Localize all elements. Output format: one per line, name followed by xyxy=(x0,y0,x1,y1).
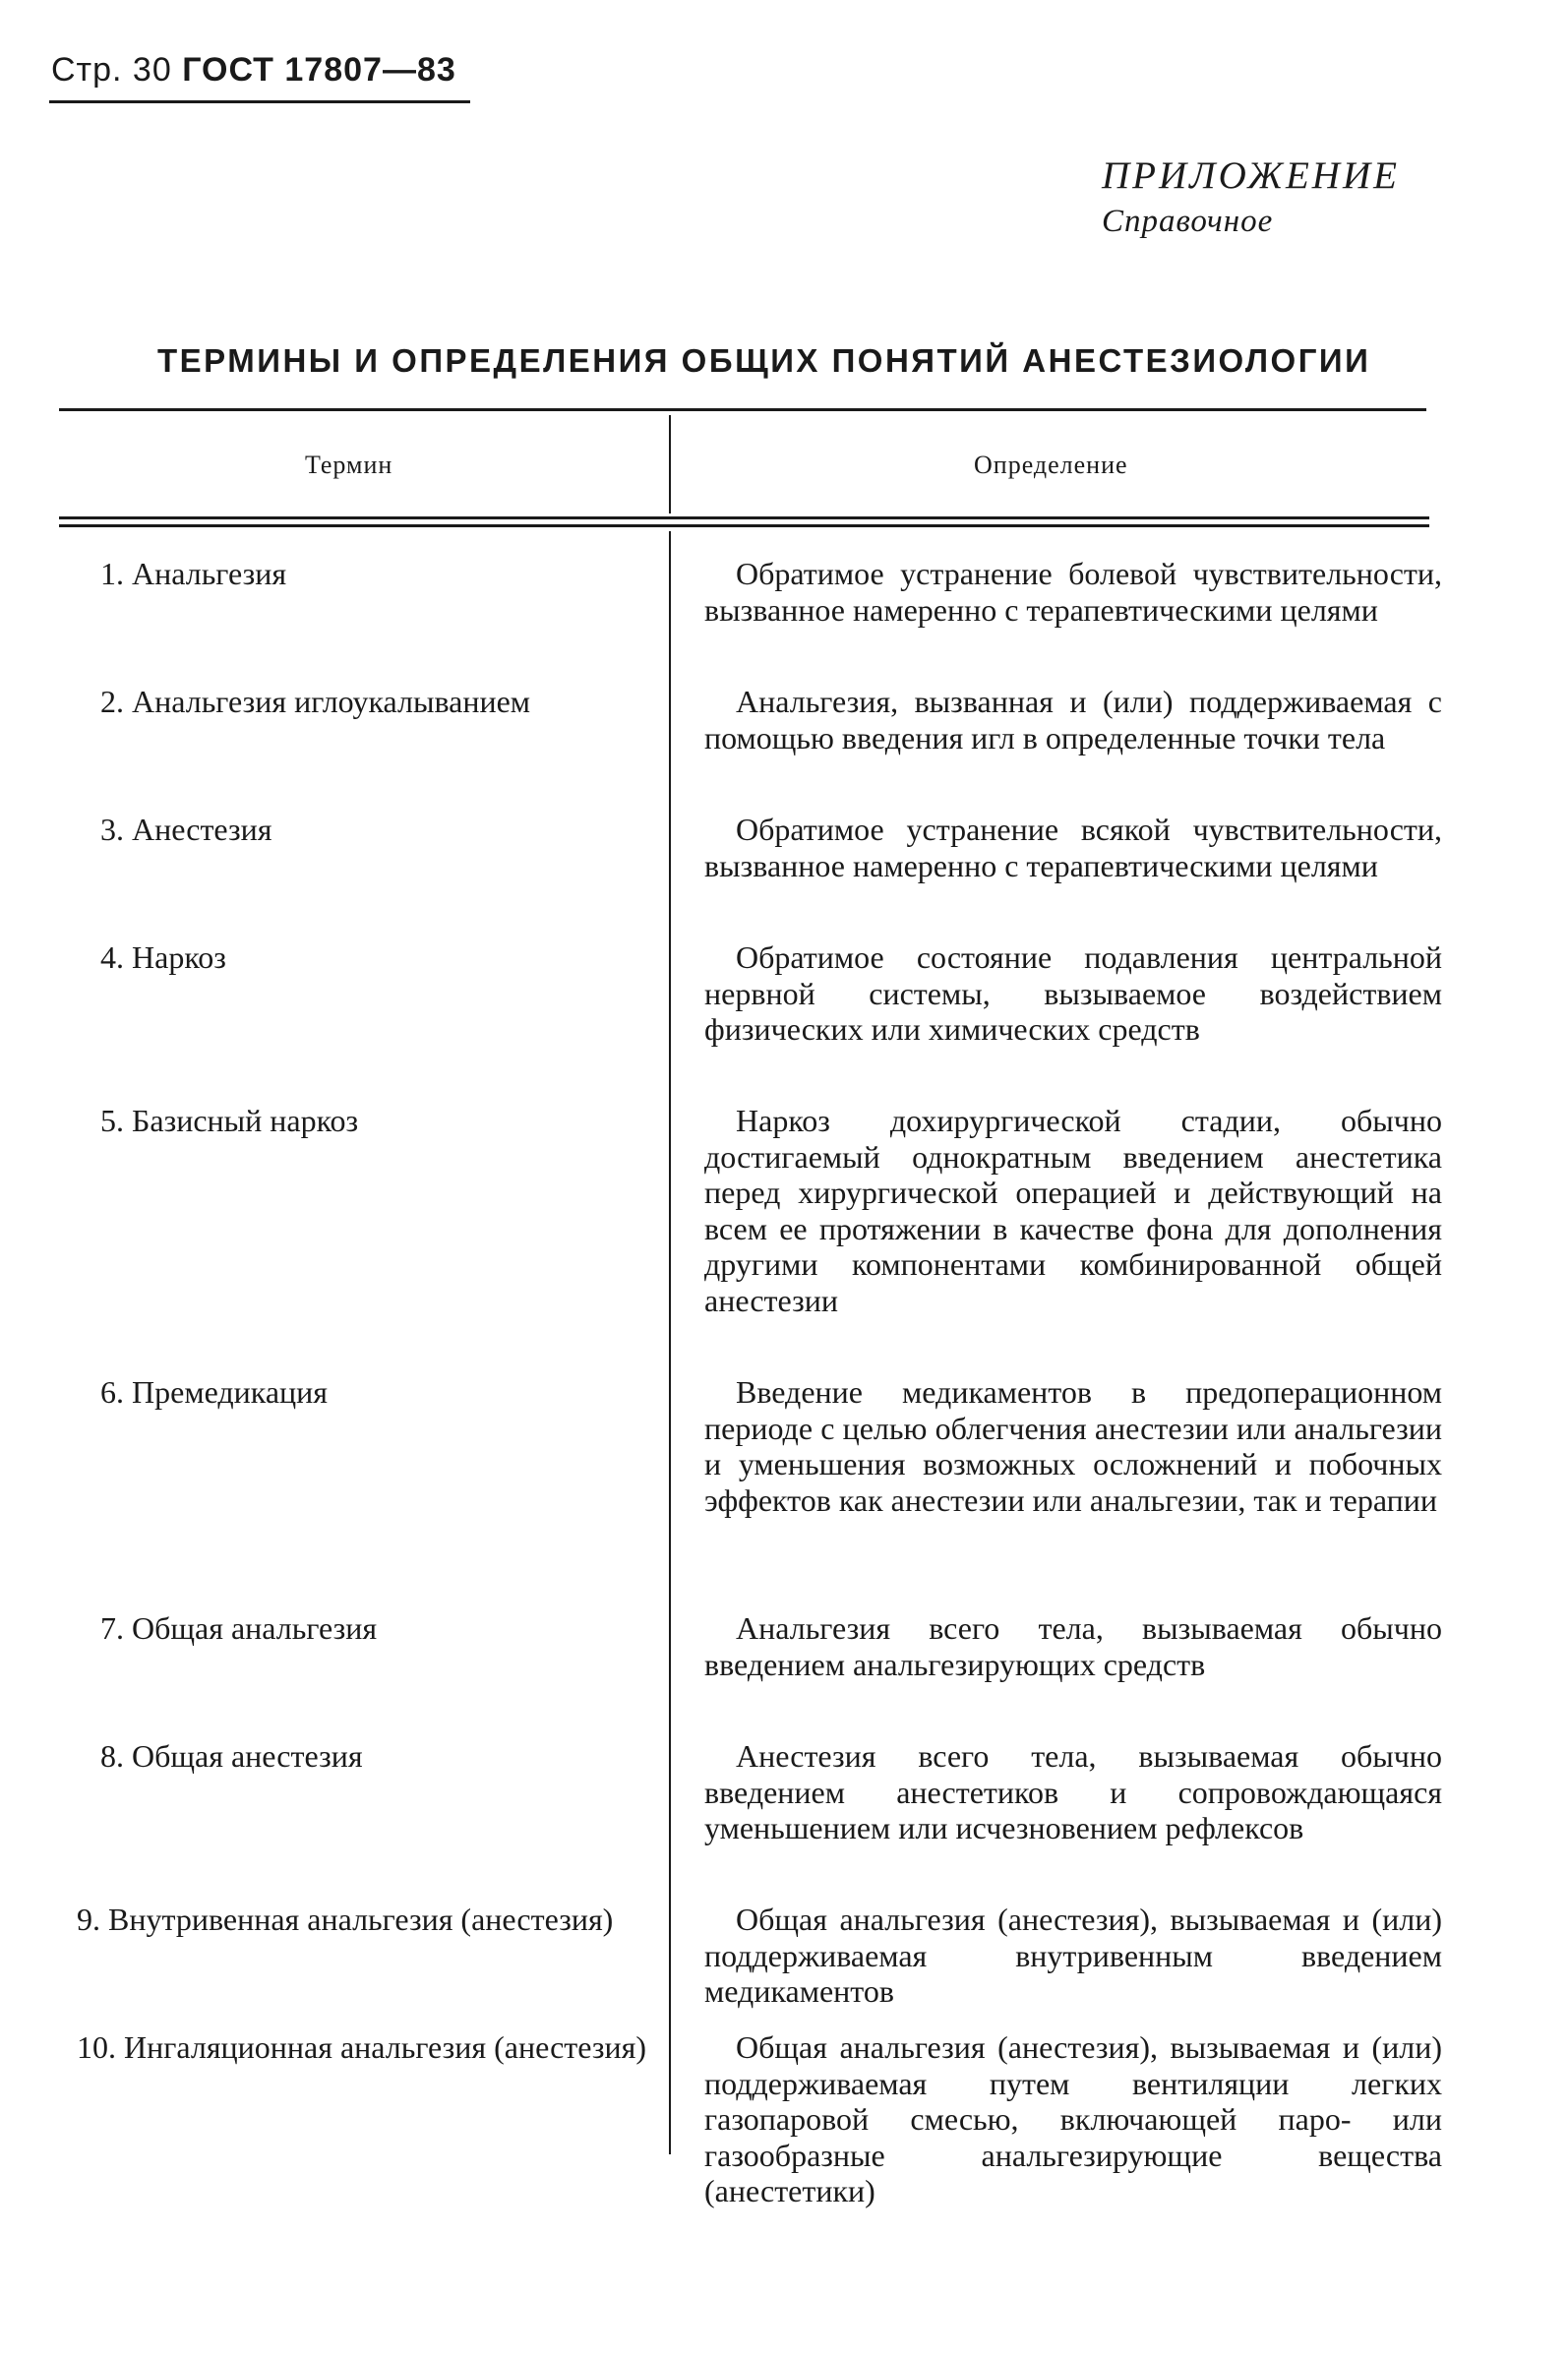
standard-code: ГОСТ 17807—83 xyxy=(182,51,456,89)
term-cell: 1. Анальгезия xyxy=(100,556,287,591)
definition-cell: Введение медикаментов в предоперационном периоде с целью облегчения анестезии или анальгезии и уменьшения возможных осложнений и побочных эффектов как анестезии или анальгезии, так и терапии xyxy=(704,1374,1442,1518)
table-row xyxy=(0,812,1568,920)
table-row xyxy=(0,2029,1568,2209)
table-row xyxy=(0,1374,1568,1591)
table-row xyxy=(0,556,1568,664)
definition-cell: Общая анальгезия (анестезия), вызываемая и (или) поддерживаемая путем вентиляции легких газопаровой смесью, включающей паро- или газообразные анальгезирующие вещества (анестетики) xyxy=(704,2029,1442,2208)
term-cell: 9. Внутривенная анальгезия (анестезия) xyxy=(77,1902,614,1937)
definition-cell: Анальгезия, вызванная и (или) поддерживаемая с помощью введения игл в определенные точки тела xyxy=(704,684,1442,755)
table-row xyxy=(0,1902,1568,2010)
definition-cell: Общая анальгезия (анестезия), вызываемая и (или) поддерживаемая внутривенным введением медикаментов xyxy=(704,1902,1442,2009)
definition-cell: Наркоз дохирургической стадии, обычно достигаемый однократным введением анестетика перед хирургической операцией и действующий на всем ее протяжении в качестве фона для дополнения другими компонентами комбинированной общей анестезии xyxy=(704,1103,1442,1318)
page-header xyxy=(51,51,456,90)
definition-cell: Обратимое состояние подавления центральной нервной системы, вызываемое воздействием физических или химических средств xyxy=(704,939,1442,1047)
term-cell: 3. Анестезия xyxy=(100,812,272,847)
table-row xyxy=(0,939,1568,1083)
term-cell: 2. Анальгезия иглоукалыванием xyxy=(100,684,531,719)
column-header-term: Термин xyxy=(305,451,393,479)
appendix-title: ПРИЛОЖЕНИЕ xyxy=(1102,154,1400,197)
table-row xyxy=(0,684,1568,792)
definition-cell: Обратимое устранение болевой чувствительности, вызванное намеренно с терапевтическими целями xyxy=(704,556,1442,628)
table-row xyxy=(0,1610,1568,1719)
table-row xyxy=(0,1103,1568,1355)
column-header-definition: Определение xyxy=(974,451,1128,479)
header-rule xyxy=(49,100,470,103)
definition-cell: Анальгезия всего тела, вызываемая обычно введением анальгезирующих средств xyxy=(704,1610,1442,1682)
table-header-rule-double xyxy=(59,524,1429,527)
term-cell: 8. Общая анестезия xyxy=(100,1738,363,1774)
appendix-block xyxy=(1102,152,1400,243)
terms-table-body xyxy=(0,556,1568,2229)
term-cell: 5. Базисный наркоз xyxy=(100,1103,359,1138)
definition-cell: Анестезия всего тела, вызываемая обычно введением анестетиков и сопровождающаяся уменьшением или исчезновением рефлексов xyxy=(704,1738,1442,1845)
term-cell: 10. Ингаляционная анальгезия (анестезия) xyxy=(77,2029,647,2065)
header-column-divider xyxy=(669,415,671,513)
term-cell: 7. Общая анальгезия xyxy=(100,1610,378,1646)
appendix-subtitle: Справочное xyxy=(1102,204,1274,239)
section-title: ТЕРМИНЫ И ОПРЕДЕЛЕНИЯ ОБЩИХ ПОНЯТИЙ АНЕСТЕЗИОЛОГИИ xyxy=(157,342,1371,379)
table-header-rule xyxy=(59,516,1429,519)
term-cell: 6. Премедикация xyxy=(100,1374,328,1410)
table-row xyxy=(0,1738,1568,1882)
table-top-rule xyxy=(59,408,1426,411)
term-cell: 4. Наркоз xyxy=(100,939,226,975)
page-label: Стр. 30 xyxy=(51,51,172,89)
definition-cell: Обратимое устранение всякой чувствительности, вызванное намеренно с терапевтическими целями xyxy=(704,812,1442,883)
